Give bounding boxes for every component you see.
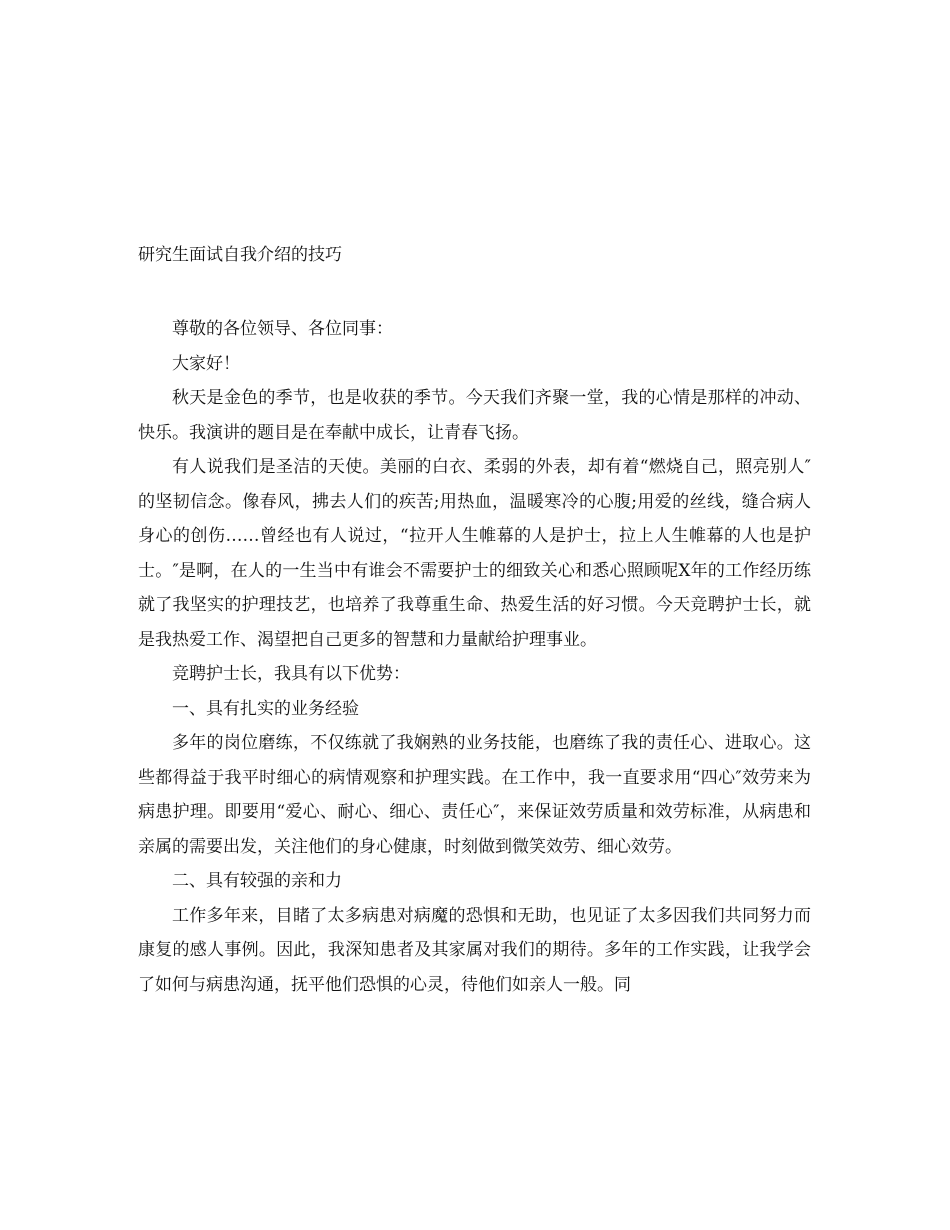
document-title: 研究生面试自我介绍的技巧	[138, 245, 342, 265]
paragraph: 竞聘护士长，我具有以下优势：	[172, 664, 410, 684]
salutation: 尊敬的各位领导、各位同事：	[172, 319, 393, 339]
paragraph: 有人说我们是圣洁的天使。美丽的白衣、柔弱的外表，却有着“燃烧自己，照亮别人″的坚韧信念。像春风，拂去人们的疾苦;用热血，温暖寒冷的心腹;用爱的丝线，缝合病人身心的创伤……曾经也有人说过，“拉开人生帷幕的人是护士，拉上人生帷幕的人也是护士。″是啊，在人的一生当中有谁会不需要护士的细致关心和悉心照顾呢X年的工作经历练就了我坚实的护理技艺，也培养了我尊重生命、热爱生活的好习惯。今天竞聘护士长，就是我热爱工作、渴望把自己更多的智慧和力量献给护理事业。	[138, 457, 811, 650]
paragraph: 多年的岗位磨练，不仅练就了我娴熟的业务技能，也磨练了我的责任心、进取心。这些都得益于我平时细心的病情观察和护理实践。在工作中，我一直要求用“四心″效劳来为病患护理。即要用“爱心、耐心、细心、责任心″，来保证效劳质量和效劳标准，从病患和亲属的需要出发，关注他们的身心健康，时刻做到微笑效劳、细心效劳。	[138, 733, 811, 857]
section-heading: 二、具有较强的亲和力	[172, 871, 342, 891]
paragraph: 秋天是金色的季节，也是收获的季节。今天我们齐聚一堂，我的心情是那样的冲动、快乐。我演讲的题目是在奉献中成长，让青春飞扬。	[138, 388, 811, 443]
section-heading: 一、具有扎实的业务经验	[172, 698, 359, 719]
paragraph: 工作多年来，目睹了太多病患对病魔的恐惧和无助，也见证了太多因我们共同努力而康复的感人事例。因此，我深知患者及其家属对我们的期待。多年的工作实践，让我学会了如何与病患沟通，抚平他们恐惧的心灵，待他们如亲人一般。同	[138, 905, 811, 995]
document-body	[138, 312, 811, 1002]
greeting: 大家好！	[172, 353, 240, 374]
